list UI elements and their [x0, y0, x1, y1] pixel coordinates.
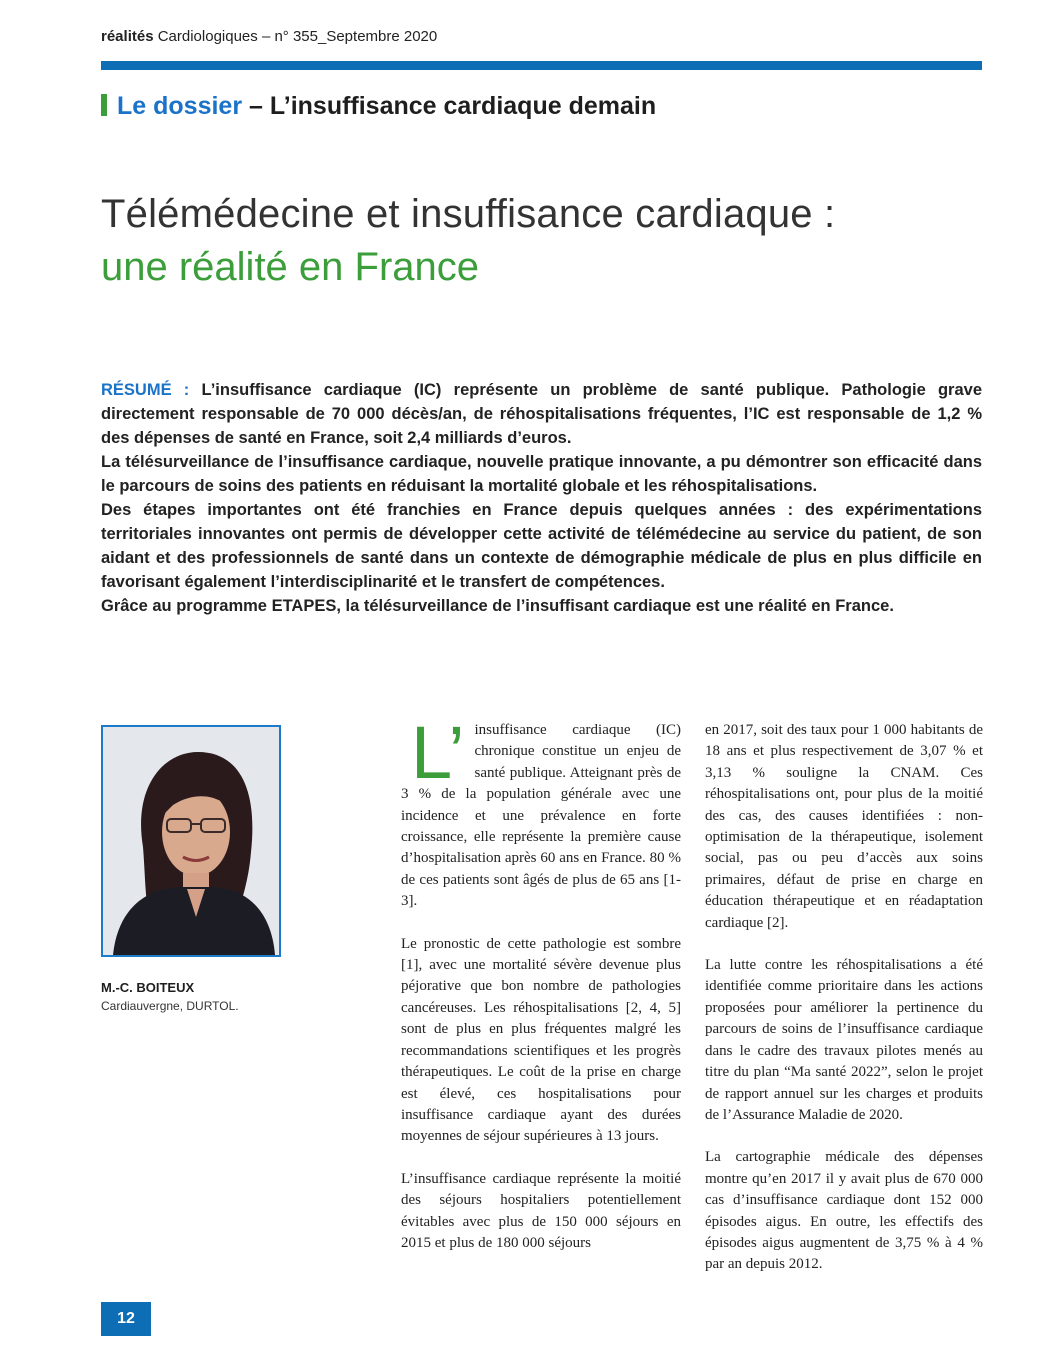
section-topic: L’insuffisance cardiaque demain	[269, 92, 657, 120]
author-photo	[101, 725, 281, 957]
article-title-line1: Télémédecine et insuffisance cardiaque :	[101, 192, 836, 236]
abstract-paragraph-3: Des étapes importantes ont été franchies en France depuis quelques années : des expérimentations territoriales innovantes ont permis de développer cette activité de télémédecine au service du patient, de son aidant et des professionnels de santé dans un contexte de démographie médicale de plus en plus difficile en favorisant également l’interdisciplinarité et le transfert de compétences.	[101, 501, 982, 591]
section-separator: –	[242, 92, 270, 120]
page-number: 12	[101, 1302, 151, 1336]
body-paragraph: en 2017, soit des taux pour 1 000 habitants de 18 ans et plus respectivement de 3,07 % et 3,13 % souligne la CNAM. Ces réhospitalisations ont, pour plus de la moitié des cas, des causes identifiées : non-optimisation de la thérapeutique, isolement social, pas ou peu d’accès aux soins primaires, défaut de prise en charge en éducation thérapeutique et en réadaptation cardiaque [2].	[705, 722, 983, 931]
abstract	[101, 378, 982, 618]
journal-brand: réalités	[101, 28, 154, 45]
body-paragraph	[401, 711, 681, 913]
body-column-2	[705, 720, 983, 1297]
abstract-paragraph-2: La télésurveillance de l’insuffisance cardiaque, nouvelle pratique innovante, a pu démontrer son efficacité dans le parcours de soins des patients en réduisant la mortalité globale et les réhospitalisations.	[101, 453, 982, 495]
body-paragraph: La lutte contre les réhospitalisations a été identifiée comme prioritaire dans les actions proposées pour améliorer la pertinence du parcours de soins de l’insuffisance cardiaque dans le cadre des travaux pilotes menés au titre du plan “Ma santé 2022”, selon le projet de rapport annuel sur les charges et produits de l’Assurance Maladie de 2020.	[705, 957, 983, 1123]
section-label: Le dossier	[117, 92, 243, 120]
abstract-text-1: L’insuffisance cardiaque (IC) représente un problème de santé publique. Pathologie grave directement responsable de 70 000 décès/an, de réhospitalisations fréquentes, l’IC est responsable de 1,2 % des dépenses de santé en France, soit 2,4 milliards d’euros.	[101, 381, 983, 447]
journal-header	[101, 28, 437, 45]
section-marker	[101, 94, 107, 116]
abstract-paragraph-4: Grâce au programme ETAPES, la télésurveillance de l’insuffisant cardiaque est une réalité en France.	[101, 597, 894, 615]
abstract-label: RÉSUMÉ :	[101, 381, 190, 399]
body-paragraph: L’insuffisance cardiaque représente la moitié des séjours hospitaliers potentiellement évitables avec plus de 150 000 séjours en 2015 et plus de 180 000 séjours	[401, 1170, 681, 1251]
journal-issue: Cardiologiques – n° 355_Septembre 2020	[153, 28, 438, 45]
portrait-illustration	[103, 727, 279, 955]
drop-cap: L’	[411, 711, 465, 794]
article-title-line2: une réalité en France	[101, 245, 480, 289]
author-affiliation: Cardiauvergne, DURTOL.	[101, 999, 239, 1013]
body-paragraph: La cartographie médicale des dépenses montre qu’en 2017 il y avait plus de 670 000 cas d’insuffisance cardiaque dont 152 000 épisodes aigus. En outre, les effectifs des épisodes aigus augmentent de 3,75 % à 4 % par an depuis 2012.	[705, 1149, 983, 1273]
section-heading	[101, 92, 656, 121]
header-rule	[101, 61, 982, 70]
body-text: insuffisance cardiaque (IC) chronique constitue un enjeu de santé publique. Atteignant près de 3 % de la population générale avec une incidence et une prévalence en forte croissance, elle représente la première cause d’hospitalisation après 60 ans en France. 80 % de ces patients sont âgés de plus de 65 ans [1-3].	[401, 722, 681, 910]
author-name: M.-C. BOITEUX	[101, 980, 195, 995]
body-paragraph: Le pronostic de cette pathologie est sombre [1], avec une mortalité sévère devenue plus péjorative que bon nombre de pathologies cancéreuses. Les réhospitalisations [2, 4, 5] sont de plus en plus fréquentes malgré les recommandations scientifiques et les progrès thérapeutiques. Le coût de la prise en charge est élevé, ces hospitalisations pour insuffisance cardiaque ayant des durées moyennes de séjour supérieures à 13 jours.	[401, 935, 681, 1145]
abstract-paragraph-1	[101, 378, 982, 450]
body-column-1	[401, 711, 681, 1275]
